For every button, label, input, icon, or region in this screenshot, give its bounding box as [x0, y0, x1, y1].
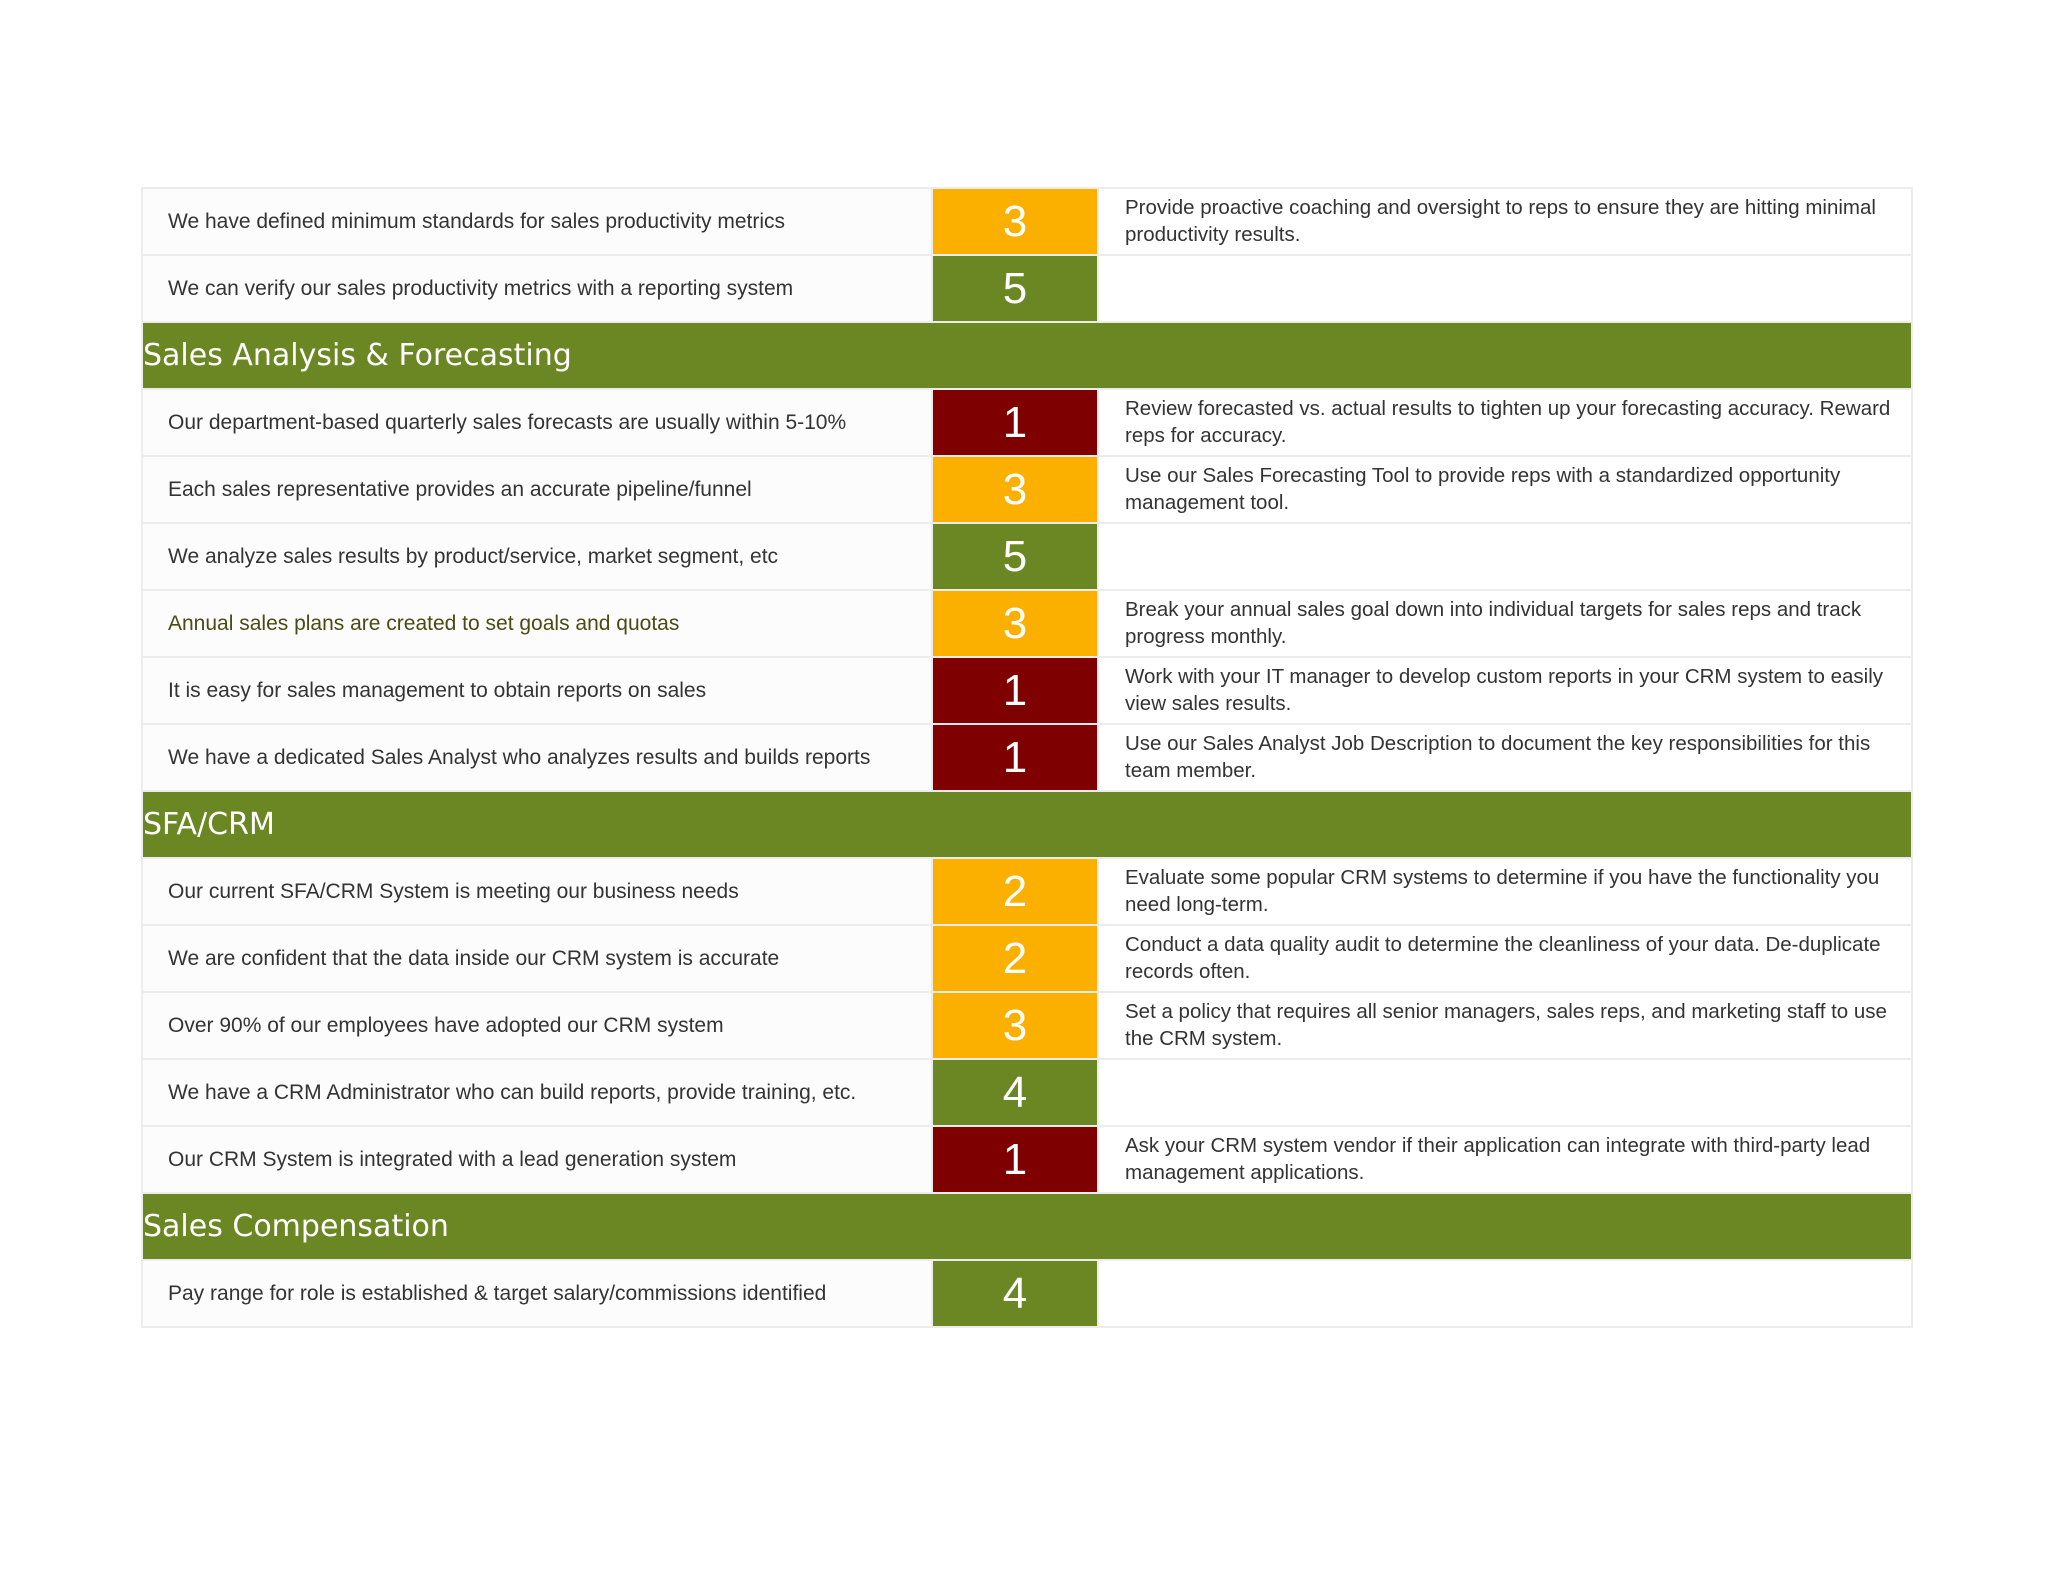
score-cell: 4	[932, 1059, 1098, 1126]
table-body	[142, 188, 1912, 1327]
section-title: Sales Compensation	[142, 1193, 1912, 1260]
recommendation-cell: Use our Sales Forecasting Tool to provide reps with a standardized opportunity management tool.	[1098, 456, 1912, 523]
score-cell: 5	[932, 255, 1098, 322]
table-row	[142, 389, 1912, 456]
score-cell: 3	[932, 590, 1098, 657]
statement-cell: Over 90% of our employees have adopted our CRM system	[142, 992, 932, 1059]
statement-cell: We analyze sales results by product/service, market segment, etc	[142, 523, 932, 590]
statement-cell: It is easy for sales management to obtain reports on sales	[142, 657, 932, 724]
statement-cell: We have defined minimum standards for sales productivity metrics	[142, 188, 932, 255]
statement-cell: Our department-based quarterly sales forecasts are usually within 5-10%	[142, 389, 932, 456]
recommendation-cell: Conduct a data quality audit to determine the cleanliness of your data. De-duplicate records often.	[1098, 925, 1912, 992]
score-cell: 5	[932, 523, 1098, 590]
table-row	[142, 724, 1912, 791]
statement-cell: We are confident that the data inside our CRM system is accurate	[142, 925, 932, 992]
table-row	[142, 992, 1912, 1059]
statement-cell: We have a CRM Administrator who can build reports, provide training, etc.	[142, 1059, 932, 1126]
recommendation-cell: Evaluate some popular CRM systems to determine if you have the functionality you need long-term.	[1098, 858, 1912, 925]
score-cell: 2	[932, 925, 1098, 992]
recommendation-cell: Break your annual sales goal down into individual targets for sales reps and track progress monthly.	[1098, 590, 1912, 657]
score-cell: 1	[932, 1126, 1098, 1193]
table-row	[142, 1260, 1912, 1327]
score-cell: 3	[932, 992, 1098, 1059]
score-cell: 3	[932, 188, 1098, 255]
statement-cell: Each sales representative provides an accurate pipeline/funnel	[142, 456, 932, 523]
score-cell: 3	[932, 456, 1098, 523]
section-header-row	[142, 322, 1912, 389]
statement-cell: We can verify our sales productivity metrics with a reporting system	[142, 255, 932, 322]
section-title: SFA/CRM	[142, 791, 1912, 858]
section-header-row	[142, 791, 1912, 858]
table-row	[142, 657, 1912, 724]
recommendation-cell: Use our Sales Analyst Job Description to document the key responsibilities for this team member.	[1098, 724, 1912, 791]
section-header-row	[142, 1193, 1912, 1260]
score-cell: 1	[932, 657, 1098, 724]
score-cell: 4	[932, 1260, 1098, 1327]
assessment-table	[141, 187, 1913, 1328]
table-row	[142, 523, 1912, 590]
table-row	[142, 188, 1912, 255]
statement-cell: Annual sales plans are created to set goals and quotas	[142, 590, 932, 657]
recommendation-cell	[1098, 1260, 1912, 1327]
table-row	[142, 1126, 1912, 1193]
table-row	[142, 1059, 1912, 1126]
table-row	[142, 590, 1912, 657]
score-cell: 1	[932, 389, 1098, 456]
recommendation-cell: Work with your IT manager to develop custom reports in your CRM system to easily view sales results.	[1098, 657, 1912, 724]
table-row	[142, 456, 1912, 523]
section-title: Sales Analysis & Forecasting	[142, 322, 1912, 389]
table-row	[142, 925, 1912, 992]
table-row	[142, 255, 1912, 322]
score-cell: 1	[932, 724, 1098, 791]
statement-cell: Our CRM System is integrated with a lead generation system	[142, 1126, 932, 1193]
recommendation-cell: Ask your CRM system vendor if their application can integrate with third-party lead management applications.	[1098, 1126, 1912, 1193]
recommendation-cell	[1098, 255, 1912, 322]
recommendation-cell: Provide proactive coaching and oversight to reps to ensure they are hitting minimal productivity results.	[1098, 188, 1912, 255]
recommendation-cell: Review forecasted vs. actual results to tighten up your forecasting accuracy. Reward reps for accuracy.	[1098, 389, 1912, 456]
score-cell: 2	[932, 858, 1098, 925]
statement-cell: We have a dedicated Sales Analyst who analyzes results and builds reports	[142, 724, 932, 791]
statement-cell: Pay range for role is established & target salary/commissions identified	[142, 1260, 932, 1327]
recommendation-cell: Set a policy that requires all senior managers, sales reps, and marketing staff to use the CRM system.	[1098, 992, 1912, 1059]
table-row	[142, 858, 1912, 925]
recommendation-cell	[1098, 523, 1912, 590]
statement-cell: Our current SFA/CRM System is meeting our business needs	[142, 858, 932, 925]
recommendation-cell	[1098, 1059, 1912, 1126]
